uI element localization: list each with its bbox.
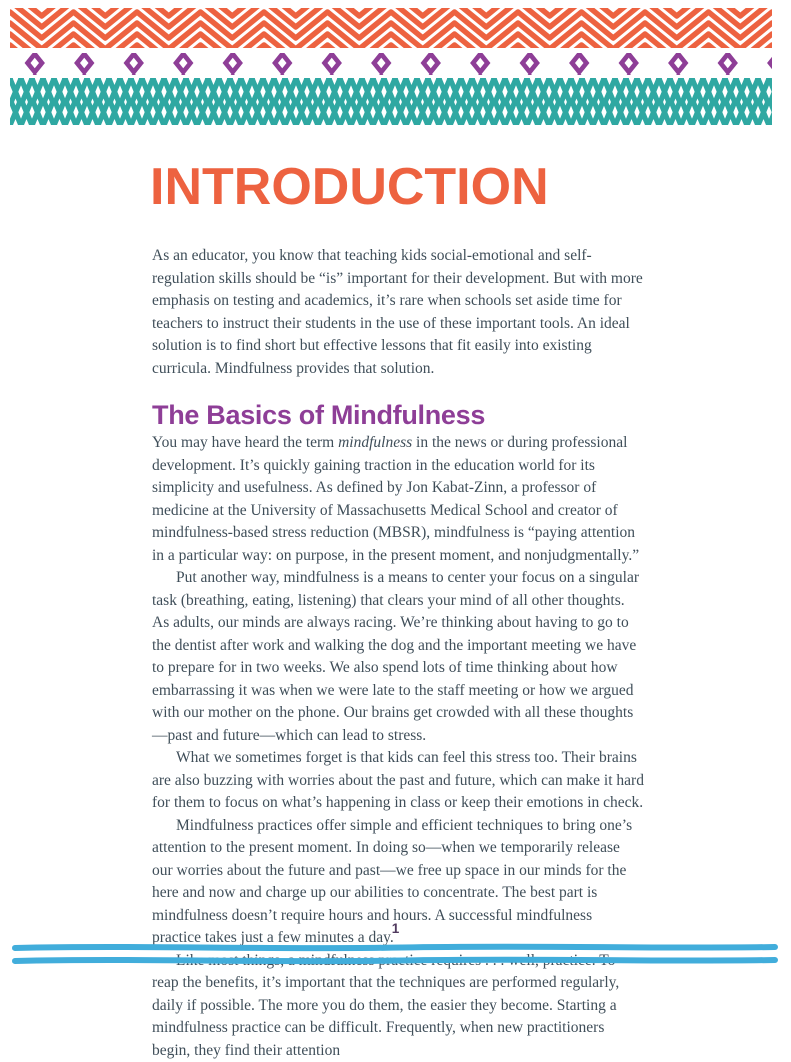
page-content [152,0,644,1062]
paragraph: What we sometimes forget is that kids can feel this stress too. Their brains are also buzzing with worries about the past and future, which can make it hard for them to focus on what’s happening in class or keep their emotions in check. [152,749,644,812]
paragraph: As an educator, you know that teaching kids social-emotional and self-regulation skills should be “is” important for their development. But with more emphasis on testing and academics, it’s rare when schools set aside time for teachers to instruct their students in the use of these important tools. An ideal solution is to find short but effective lessons that fit easily into existing curricula. Mindfulness provides that solution. [152,247,643,377]
page-number: 1 [391,921,400,936]
footer-rule-lines-icon [12,943,778,969]
chapter-title: INTRODUCTION [150,158,549,216]
paragraph: You may have heard the term mindfulness in the news or during professional development. It’s quickly gaining traction in the education world for its simplicity and usefulness. As defined by Jon Kabat-Zinn, a professor of medicine at the University of Massachusetts Medical School and creator of mindfulness-based stress reduction (MBSR), mindfulness is “paying attention in a particular way: on purpose, in the present moment, and nonjudgmentally.” [152,434,640,564]
intro-paragraphs [152,245,644,380]
section-heading: The Basics of Mindfulness [152,400,486,430]
paragraph: Mindfulness practices offer simple and efficient techniques to bring one’s attention to the present moment. In doing so—when we temporarily release our worries about the future and past—we free up space in our minds for the here and now and charge up our abilities to concentrate. The best part is mindfulness doesn’t require hours and hours. A successful mindfulness practice takes just a few minutes a day. [152,816,633,947]
paragraph: Put another way, mindfulness is a means to center your focus on a singular task (breathing, eating, listening) that clears your mind of all other thoughts. As adults, our minds are always racing. We’re thinking about having to go to the dentist after work and walking the dog and the important meeting we have to prepare for in two weeks. We also spend lots of time thinking about how embarrassing it was when we were late to the staff meeting or how we argued with our mother on the phone. Our brains get crowded with all these thoughts—past and future—which can lead to stress. [152,569,640,744]
paragraph: Like most things, a mindfulness practice requires . . . well, practice. To reap the benefits, it’s important that the techniques are performed regularly, daily if possible. The more you do them, the easier they become. Starting a mindfulness practice can be difficult. Frequently, when new practitioners begin, they find their attention [152,951,620,1059]
